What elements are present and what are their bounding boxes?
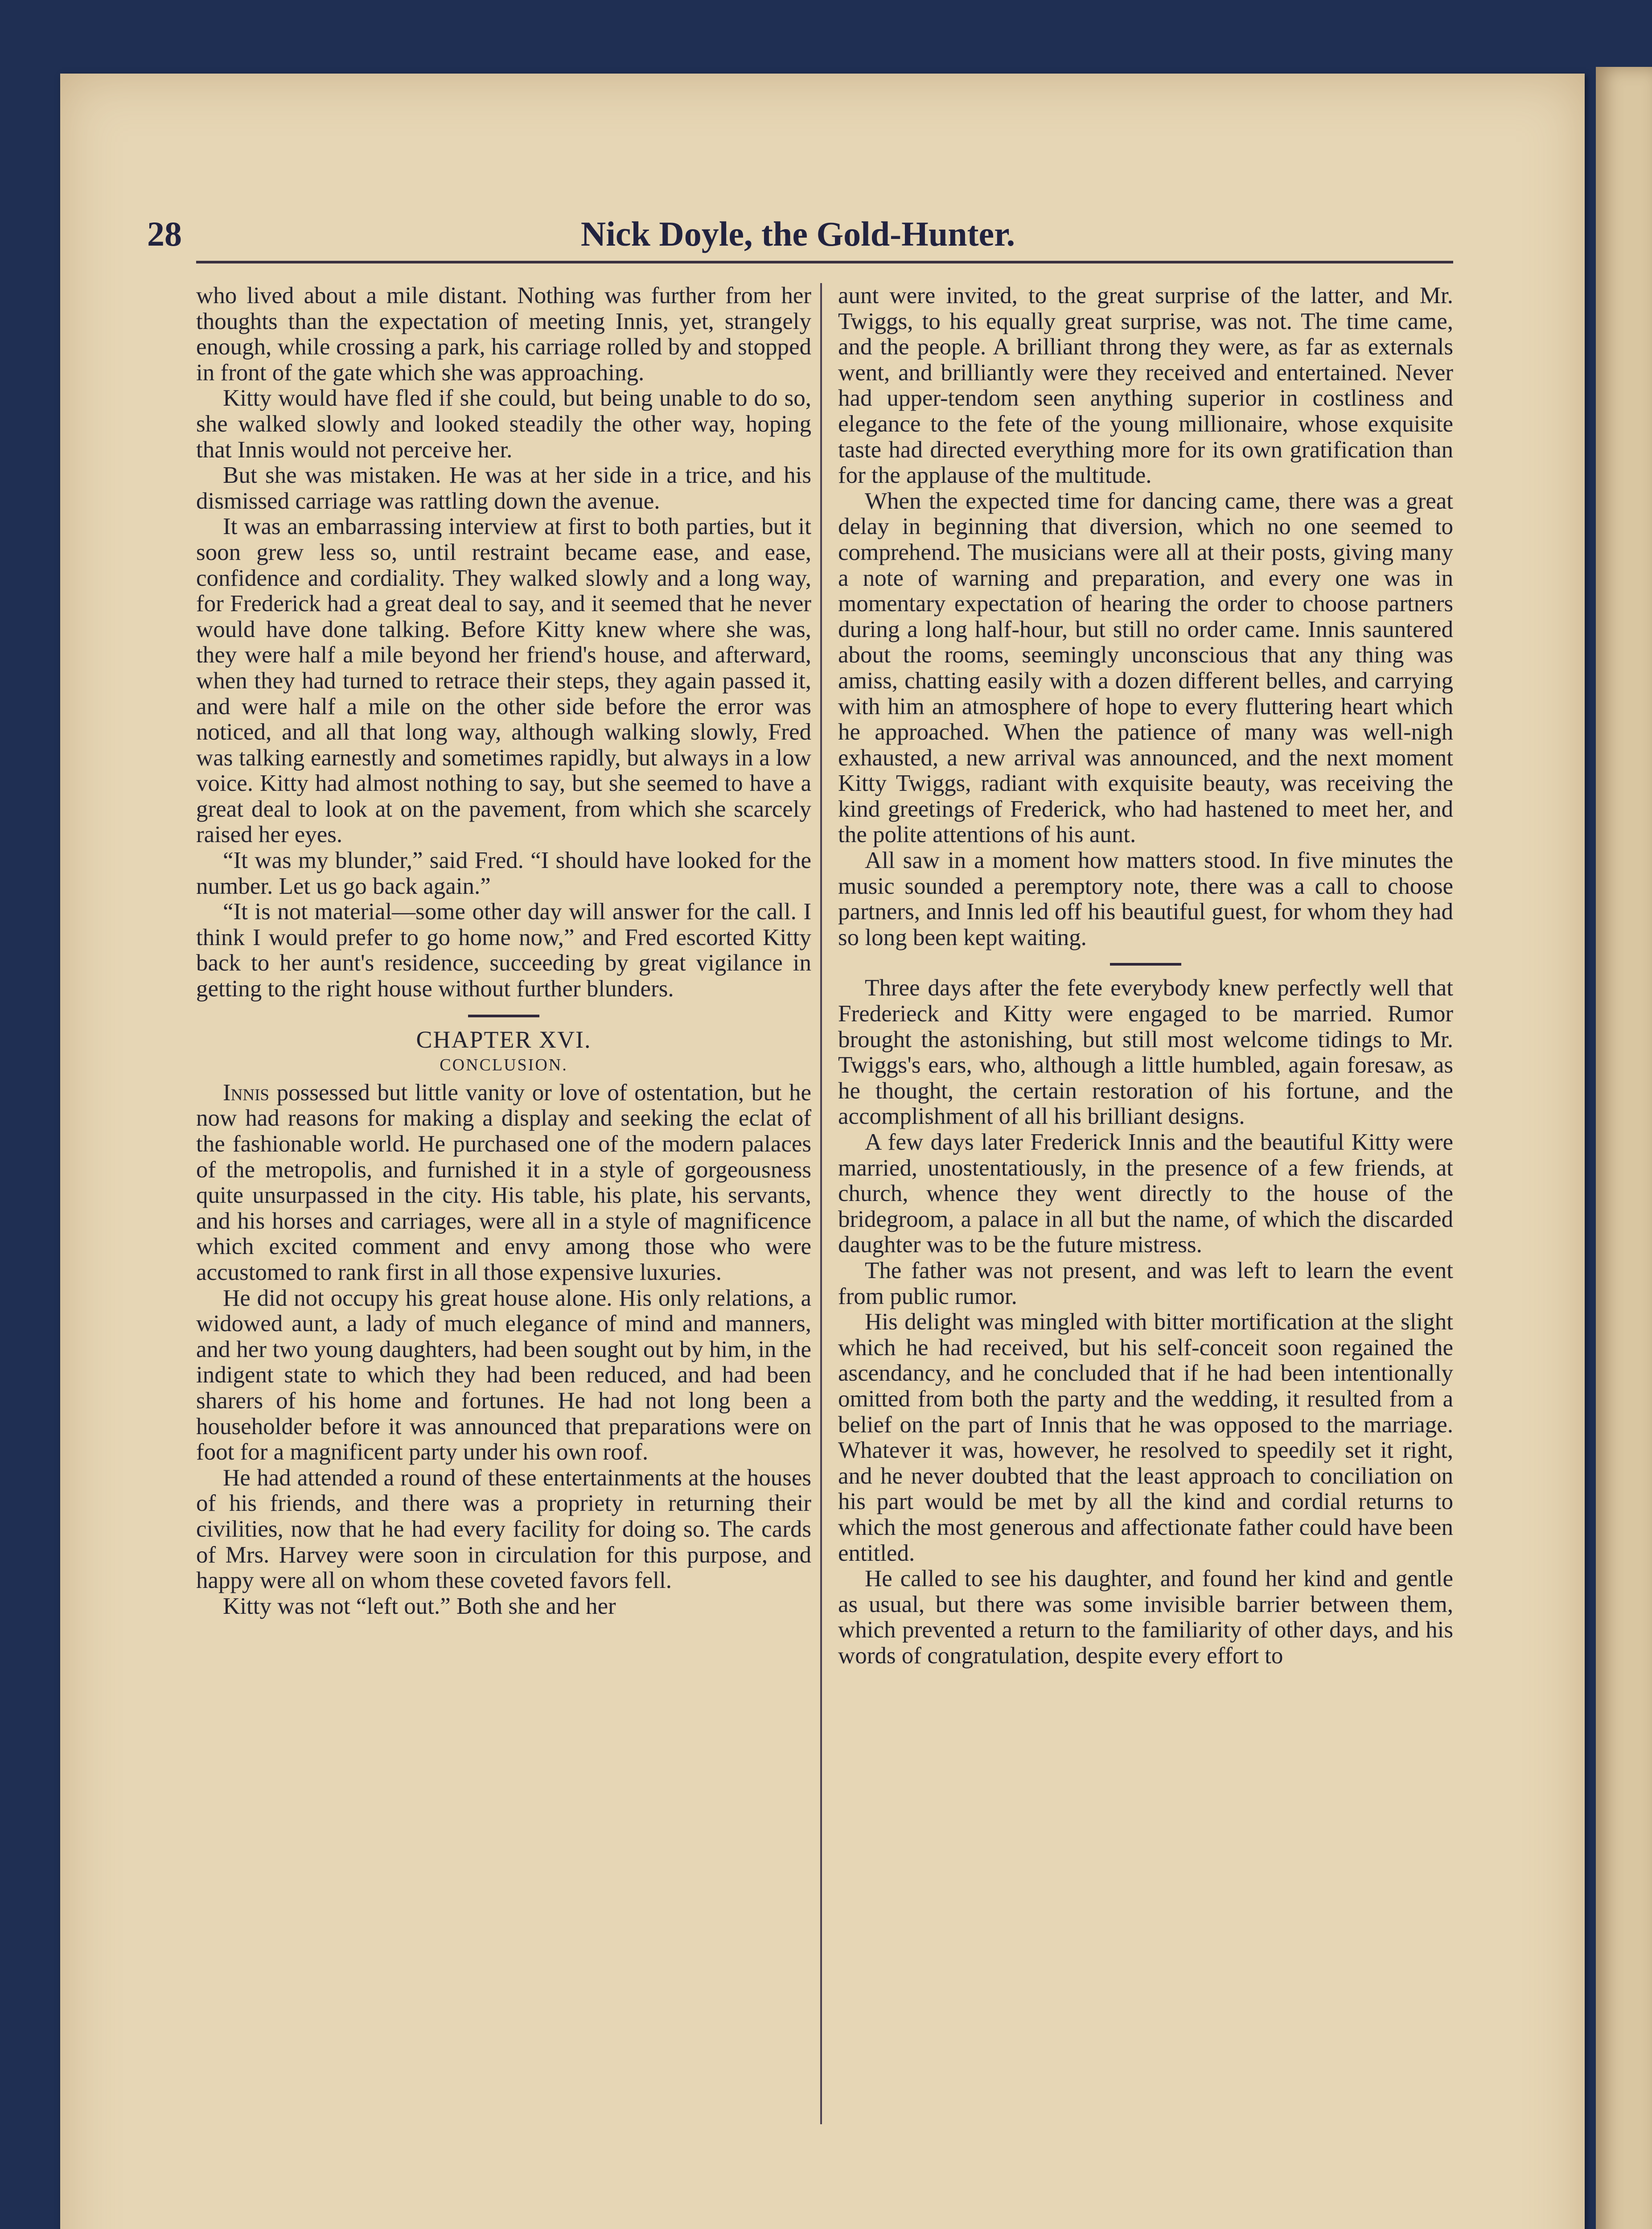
section-rule xyxy=(468,1015,539,1017)
paragraph: When the expected time for dancing came, there was a great delay in beginning that diversion, which no one seemed to comprehend. The musicians were all at their posts, giving many a note of warning and preparation, and every one was in momentary expectation of hearing the order to choose partners during a long half-hour, but still no order came. Innis sauntered about the rooms, seemingly unconscious that any thing was amiss, chatting easily with a dozen different belles, and carrying with him an atmosphere of hope to every fluttering heart which he approached. When the patience of many was well-nigh exhausted, a new arrival was announced, and the next moment Kitty Twiggs, radiant with exquisite beauty, was receiving the kind greetings of Frederick, who had hastened to meet her, and the polite attentions of his aunt. xyxy=(838,488,1453,848)
header-rule xyxy=(196,261,1453,263)
facing-page-edge xyxy=(1596,67,1652,2229)
paragraph xyxy=(196,1080,811,1286)
page-number: 28 xyxy=(147,214,182,253)
paragraph: All saw in a moment how matters stood. In five minutes the music sounded a peremptory note, there was a call to choose partners, and Innis led off his beautiful guest, for whom they had so long been kept waiting. xyxy=(838,847,1453,950)
book-title: Nick Doyle, the Gold-Hunter. xyxy=(580,214,1015,253)
paragraph: Kitty would have fled if she could, but being unable to do so, she walked slowly and looked steadily the other way, hoping that Innis would not perceive her. xyxy=(196,385,811,463)
right-column xyxy=(838,283,1453,1669)
running-head xyxy=(147,210,1449,263)
paragraph: It was an embarrassing interview at first to both parties, but it soon grew less so, until restraint became ease, and ease, confidence and cordiality. They walked slowly and a long way, for Frederick had a great deal to say, and it seemed that he never would have done talking. Before Kitty knew where she was, they were half a mile beyond her friend's house, and afterward, when they had turned to retrace their steps, they again passed it, and were half a mile on the other side before the error was noticed, and all that long way, although walking slowly, Fred was talking earnestly and sometimes rapidly, but always in a low voice. Kitty had almost nothing to say, but she seemed to have a great deal to look at on the pavement, from which she scarcely raised her eyes. xyxy=(196,514,811,848)
column-divider xyxy=(820,283,822,2124)
paragraph: “It is not material—some other day will answer for the call. I think I would prefer to go home now,” and Fred escorted Kitty back to her aunt's residence, succeeding by great vigilance in getting to the right house without further blunders. xyxy=(196,899,811,1002)
paragraph: A few days later Frederick Innis and the beautiful Kitty were married, unostentatiously, in the presence of a few friends, at church, whence they went directly to the house of the bridegroom, a palace in all but the name, of which the discarded daughter was to be the future mistress. xyxy=(838,1129,1453,1258)
paragraph: who lived about a mile distant. Nothing was further from her thoughts than the expectation of meeting Innis, yet, strangely enough, while crossing a park, his carriage rolled by and stopped in front of the gate which she was approaching. xyxy=(196,283,811,386)
paragraph: He had attended a round of these entertainments at the houses of his friends, and there was a propriety in returning their civilities, now that he had every facility for doing so. The cards of Mrs. Harvey were soon in circulation for this purpose, and happy were all on whom these coveted favors fell. xyxy=(196,1464,811,1594)
chapter-title: CHAPTER XVI. xyxy=(416,1026,592,1053)
left-column xyxy=(196,283,811,1619)
paragraph: But she was mistaken. He was at her side in a trice, and his dismissed carriage was rattling down the avenue. xyxy=(196,462,811,514)
paragraph: His delight was mingled with bitter mortification at the slight which he had received, but his self-conceit soon regained the ascendancy, and he concluded that if he had been intentionally omitted from both the party and the wedding, it resulted from a belief on the part of Innis that he was opposed to the marriage. Whatever it was, however, he resolved to speedily set it right, and he never doubted that the least approach to conciliation on his part would be met by all the kind and cordial returns to which the most generous and affectionate father could have been entitled. xyxy=(838,1309,1453,1566)
section-rule xyxy=(1110,963,1181,966)
chapter-subtitle: CONCLUSION. xyxy=(440,1056,568,1075)
paragraph: He did not occupy his great house alone. His only relations, a widowed aunt, a lady of much elegance of mind and manners, and her two young daughters, had been sought out by him, in the indigent state to which they had been reduced, and had been sharers of his home and fortunes. He had not long been a householder before it was announced that preparations were on foot for a magnificent party under his own roof. xyxy=(196,1285,811,1465)
paragraph: Kitty was not “left out.” Both she and her xyxy=(223,1593,616,1619)
lead-word: Innis xyxy=(223,1079,269,1106)
paragraph: “It was my blunder,” said Fred. “I should have looked for the number. Let us go back again.” xyxy=(196,847,811,899)
paragraph: aunt were invited, to the great surprise of the latter, and Mr. Twiggs, to his equally great surprise, was not. The time came, and the people. A brilliant throng they were, as far as externals went, and brilliantly were they received and entertained. Never had upper-tendom seen anything superior in costliness and elegance to the fete of the young millionaire, whose exquisite taste had directed everything more for its own gratification than for the applause of the multitude. xyxy=(838,283,1453,489)
paragraph: Three days after the fete everybody knew perfectly well that Frederieck and Kitty were engaged to be married. Rumor brought the astonishing, but still most welcome tidings to Mr. Twiggs's ears, who, although a little humbled, again foresaw, as he thought, the certain restoration of his fortune, and the accomplishment of all his brilliant designs. xyxy=(838,975,1453,1130)
paragraph: The father was not present, and was left to learn the event from public rumor. xyxy=(838,1257,1453,1309)
paragraph-text: possessed but little vanity or love of ostentation, but he now had reasons for making a display and seeking the eclat of the fashionable world. He purchased one of the modern palaces of the metropolis, and furnished it in a style of gorgeousness quite unsurpassed in the city. His table, his plate, his servants, and his horses and carriages, were all in a style of magnificence which excited comment and envy among those who were accustomed to rank first in all those expensive luxuries. xyxy=(196,1079,811,1285)
paragraph: He called to see his daughter, and found her kind and gentle as usual, but there was some invisible barrier between them, which prevented a return to the familiarity of other days, and his words of congratulation, despite every effort to xyxy=(838,1566,1453,1669)
